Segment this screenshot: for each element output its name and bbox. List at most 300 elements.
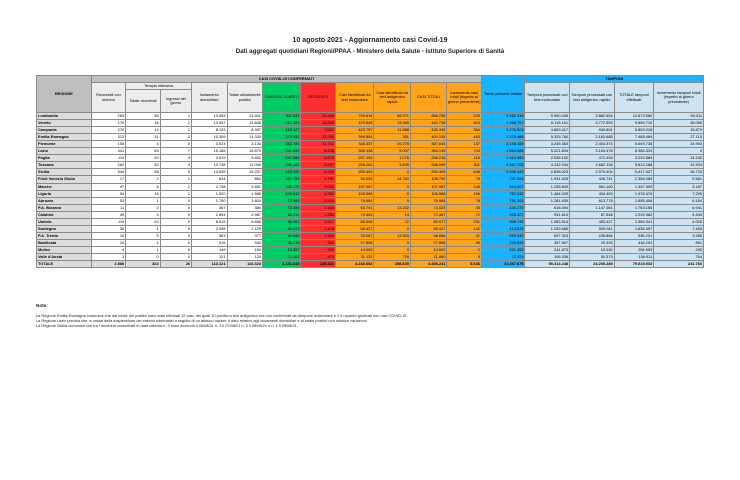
- value-cell: 46.686: [410, 232, 446, 239]
- value-cell: 65.077: [410, 218, 446, 225]
- value-cell: 0: [160, 225, 191, 232]
- value-cell: 3.176.923: [481, 127, 525, 134]
- value-cell: 364: [447, 127, 481, 134]
- value-cell: 16.733: [654, 169, 704, 176]
- value-cell: 697.315: [525, 232, 570, 239]
- value-cell: 1: [160, 127, 191, 134]
- value-cell: 13.357: [262, 246, 301, 253]
- value-cell: 413.879: [481, 225, 525, 232]
- value-cell: 3.791: [301, 176, 335, 183]
- value-cell: 119: [91, 218, 125, 225]
- value-cell: 525: [447, 113, 481, 120]
- header-ti-totale: Totale ricoverati: [126, 90, 160, 113]
- value-cell: 4: [126, 211, 160, 218]
- value-cell: 2.579.404: [570, 169, 615, 176]
- value-cell: 0: [374, 225, 410, 232]
- table-row: [37, 253, 704, 260]
- value-cell: 563: [192, 232, 227, 239]
- group-header-casi: CASI COVID-19 CONFERMATI: [91, 76, 481, 83]
- value-cell: 106.338: [525, 253, 570, 260]
- value-cell: 6.941: [654, 204, 704, 211]
- value-cell: 262: [91, 162, 125, 169]
- value-cell: 14.635: [192, 169, 227, 176]
- value-cell: 472.404: [570, 155, 615, 162]
- value-cell: 348.337: [335, 141, 374, 148]
- value-cell: 1: [160, 190, 191, 197]
- value-cell: 4.445: [654, 211, 704, 218]
- value-cell: 76.984: [410, 197, 446, 204]
- value-cell: 2.987: [227, 211, 262, 218]
- value-cell: 2.162.685: [570, 134, 615, 141]
- value-cell: 107.067: [335, 183, 374, 190]
- value-cell: 8.397: [227, 127, 262, 134]
- value-cell: 936.201: [614, 232, 654, 239]
- value-cell: 492: [301, 246, 335, 253]
- region-cell: P.A. Trento: [37, 232, 92, 239]
- value-cell: 0: [160, 232, 191, 239]
- value-cell: 380: [227, 204, 262, 211]
- value-cell: 1.895.406: [614, 197, 654, 204]
- value-cell: 931.814: [525, 211, 570, 218]
- covid-data-table: [36, 75, 704, 268]
- value-cell: 1: [126, 246, 160, 253]
- value-cell: 848: [447, 169, 481, 176]
- value-cell: 417.423: [262, 120, 301, 127]
- value-cell: 14.003: [410, 246, 446, 253]
- value-cell: 928.327: [481, 211, 525, 218]
- value-cell: 149: [192, 246, 227, 253]
- header-guariti: DIMESSI/ GUARITI: [262, 83, 301, 113]
- value-cell: 367.615: [410, 141, 446, 148]
- value-cell: 128.421: [301, 261, 335, 268]
- value-cell: 6.118.151: [525, 120, 570, 127]
- value-cell: 11.588: [374, 127, 410, 134]
- value-cell: 5.325.784: [525, 134, 570, 141]
- value-cell: 2.851: [227, 183, 262, 190]
- header-molecolare: Casi identificati da test molecolare: [335, 83, 374, 113]
- value-cell: 0: [160, 239, 191, 246]
- region-cell: Emilia-Romagna: [37, 134, 92, 141]
- group-header-terapia: Terapia intensiva: [126, 83, 192, 90]
- value-cell: 49: [447, 239, 481, 246]
- value-cell: 2: [160, 183, 191, 190]
- value-cell: 949.801: [570, 127, 615, 134]
- table-row: [37, 211, 704, 218]
- value-cell: 1.019.362: [614, 211, 654, 218]
- value-cell: 14: [126, 190, 160, 197]
- table-row: [37, 148, 704, 155]
- value-cell: 45: [447, 204, 481, 211]
- value-cell: 229.152: [262, 169, 301, 176]
- value-cell: 1.083.514: [525, 218, 570, 225]
- value-cell: 0: [374, 190, 410, 197]
- table-row: [37, 155, 704, 162]
- value-cell: 18: [126, 120, 160, 127]
- value-cell: 27.808: [410, 239, 446, 246]
- value-cell: 79.519.533: [614, 261, 654, 268]
- value-cell: 0: [374, 246, 410, 253]
- value-cell: 9.007: [374, 148, 410, 155]
- table-row: [37, 162, 704, 169]
- value-cell: 2.894: [192, 211, 227, 218]
- value-cell: 418.202: [614, 239, 654, 246]
- value-cell: 8.386.310: [614, 148, 654, 155]
- value-cell: 3.899: [374, 162, 410, 169]
- value-cell: 59.427: [410, 225, 446, 232]
- value-cell: 5: [160, 169, 191, 176]
- value-cell: 1.236.849: [525, 183, 570, 190]
- value-cell: 20.305: [570, 239, 615, 246]
- value-cell: 6.675: [301, 155, 335, 162]
- value-cell: 75: [447, 176, 481, 183]
- page-subtitle: Dati aggregati quotidiani Regioni/PPAA - Ministero della Salute - Istituto Superiore di Sanità: [235, 48, 505, 55]
- value-cell: 142: [447, 225, 481, 232]
- value-cell: 4.859.417: [525, 127, 570, 134]
- value-cell: 440.270: [481, 204, 525, 211]
- value-cell: 1.147.061: [570, 204, 615, 211]
- value-cell: 39.411: [654, 113, 704, 120]
- note-line: La Regione Lazio precisa che, a causa della sospensione dei sistemi informatici a seguito di un attacco hacker, il dato relativo agli isolamenti domiciliari e al totale positivi non subisce variazioni.: [36, 318, 368, 323]
- value-cell: 56.904: [262, 218, 301, 225]
- value-cell: 5: [126, 232, 160, 239]
- value-cell: 7.295: [654, 190, 704, 197]
- value-cell: 258.099: [410, 162, 446, 169]
- value-cell: 11.040: [227, 162, 262, 169]
- value-cell: 799.816: [335, 113, 374, 120]
- value-cell: 757.942: [481, 190, 525, 197]
- value-cell: 1.517: [301, 218, 335, 225]
- value-cell: 1: [160, 113, 191, 120]
- value-cell: 24.205.285: [570, 261, 615, 268]
- value-cell: 352.781: [262, 141, 301, 148]
- value-cell: 12.903: [654, 162, 704, 169]
- value-cell: 13.457: [192, 120, 227, 127]
- value-cell: 7.488.469: [614, 134, 654, 141]
- value-cell: 5.636: [447, 261, 481, 268]
- value-cell: 322: [126, 261, 160, 268]
- value-cell: 158.639: [374, 261, 410, 268]
- table-row: [37, 120, 704, 127]
- value-cell: 247.889: [262, 155, 301, 162]
- value-cell: 124: [227, 253, 262, 260]
- value-cell: 53: [91, 197, 125, 204]
- value-cell: 0: [160, 253, 191, 260]
- region-cell: Basilicata: [37, 239, 92, 246]
- value-cell: 544: [91, 169, 125, 176]
- note-line: La Regione Sicilia comunica che tra i deceduti comunicati in data odierna n. 3 sono avvenuti il 06/08/21 n. 3 il 07/08/21 n. 2 il 08/08/21 e n. 1 il 09/08/21.: [36, 323, 298, 328]
- value-cell: 26: [160, 261, 191, 268]
- value-cell: 1.184: [301, 204, 335, 211]
- value-cell: 9.890.710: [614, 120, 654, 127]
- table-row: [37, 134, 704, 141]
- value-cell: 0: [160, 204, 191, 211]
- value-cell: 19.278: [374, 141, 410, 148]
- value-cell: 1.314.989: [481, 155, 525, 162]
- region-cell: Abruzzo: [37, 197, 92, 204]
- value-cell: 0: [374, 183, 410, 190]
- value-cell: 2.880: [91, 261, 125, 268]
- value-cell: 864: [227, 176, 262, 183]
- value-cell: 2.798: [192, 183, 227, 190]
- value-cell: 27.115: [654, 134, 704, 141]
- value-cell: 105.175: [262, 183, 301, 190]
- table-row: [37, 239, 704, 246]
- header-deceduti: DECEDUTI: [301, 83, 335, 113]
- value-cell: 11: [91, 204, 125, 211]
- value-cell: 105: [91, 141, 125, 148]
- value-cell: 11.131: [335, 253, 374, 260]
- value-cell: 3.245.363: [525, 141, 570, 148]
- value-cell: 4.181.645: [262, 261, 301, 268]
- value-cell: 13.232: [374, 204, 410, 211]
- value-cell: 0: [160, 211, 191, 218]
- value-cell: 54: [91, 190, 125, 197]
- region-cell: Campania: [37, 127, 92, 134]
- value-cell: 1.588: [227, 190, 262, 197]
- value-cell: 58.971: [374, 113, 410, 120]
- value-cell: 33.843: [301, 113, 335, 120]
- value-cell: 2.538.152: [525, 155, 570, 162]
- value-cell: 751.201: [481, 197, 525, 204]
- region-cell: P.A. Bolzano: [37, 204, 92, 211]
- value-cell: 0: [160, 197, 191, 204]
- value-cell: 355.138: [335, 148, 374, 155]
- value-cell: 834: [192, 176, 227, 183]
- value-cell: 295: [654, 246, 704, 253]
- value-cell: 106.568: [335, 190, 374, 197]
- region-cell: Lombardia: [37, 113, 92, 120]
- value-cell: 241.766: [654, 261, 704, 268]
- value-cell: 2.146.168: [481, 141, 525, 148]
- header-persone-testate: Totale persone testate: [481, 76, 525, 113]
- value-cell: 4.564.568: [481, 148, 525, 155]
- value-cell: 463: [447, 134, 481, 141]
- value-cell: 72: [447, 211, 481, 218]
- value-cell: 58: [126, 169, 160, 176]
- value-cell: 4.246.602: [335, 261, 374, 268]
- value-cell: 891: [654, 239, 704, 246]
- value-cell: 2: [160, 134, 191, 141]
- value-cell: 100.612: [262, 190, 301, 197]
- region-cell: TOTALE: [37, 261, 92, 268]
- header-incremento-casi: Incremento casi totali (rispetto al giorno precedente): [447, 83, 481, 113]
- value-cell: 154: [227, 246, 262, 253]
- region-cell: Friuli Venezia Giulia: [37, 176, 92, 183]
- value-cell: 1.804: [227, 197, 262, 204]
- value-cell: 0: [160, 246, 191, 253]
- value-cell: 1.363: [301, 232, 335, 239]
- value-cell: 14: [374, 211, 410, 218]
- value-cell: 10.748: [192, 162, 227, 169]
- table-row: [37, 127, 704, 134]
- header-tamponi-antigenico: Tamponi processati con test antigenico rapido: [570, 83, 615, 113]
- value-cell: 400.155: [410, 134, 446, 141]
- value-cell: 2.098: [192, 225, 227, 232]
- value-cell: 49: [91, 211, 125, 218]
- value-cell: 6: [126, 183, 160, 190]
- value-cell: 5.417.427: [614, 169, 654, 176]
- value-cell: 121: [192, 253, 227, 260]
- value-cell: 14: [91, 232, 125, 239]
- value-cell: 17: [91, 176, 125, 183]
- value-cell: 1: [126, 197, 160, 204]
- value-cell: 0: [160, 218, 191, 225]
- header-regione: REGIONE: [37, 76, 92, 113]
- value-cell: 595.911: [570, 225, 615, 232]
- value-cell: 107.067: [410, 183, 446, 190]
- value-cell: 250.409: [335, 169, 374, 176]
- region-cell: Lazio: [37, 148, 92, 155]
- value-cell: 13.645: [227, 120, 262, 127]
- value-cell: 1.425: [301, 225, 335, 232]
- value-cell: 6.937: [301, 162, 335, 169]
- value-cell: 156.911: [614, 253, 654, 260]
- value-cell: 3.187: [654, 183, 704, 190]
- region-cell: Calabria: [37, 211, 92, 218]
- value-cell: 2.838.023: [525, 169, 570, 176]
- table-row: [37, 169, 704, 176]
- value-cell: 1.750: [192, 197, 227, 204]
- value-cell: 13.069: [374, 120, 410, 127]
- value-cell: 3.010.569: [614, 155, 654, 162]
- value-cell: 0: [126, 253, 160, 260]
- value-cell: 250.409: [410, 169, 446, 176]
- value-cell: 764: [654, 253, 704, 260]
- value-cell: 147: [447, 141, 481, 148]
- value-cell: 63: [126, 148, 160, 155]
- header-tamponi-totale: TOTALE tamponi effettuati: [614, 83, 654, 113]
- value-cell: 5.809.218: [614, 127, 654, 134]
- value-cell: 1.968.757: [481, 120, 525, 127]
- value-cell: 5.614.168: [614, 162, 654, 169]
- value-cell: 72.829: [481, 253, 525, 260]
- value-cell: 72.467: [410, 211, 446, 218]
- header-ricoverati: Ricoverati con sintomi: [91, 83, 125, 113]
- region-cell: Sardegna: [37, 225, 92, 232]
- value-cell: 3.041: [301, 183, 335, 190]
- table-row: [37, 218, 704, 225]
- value-cell: 68.211: [262, 211, 301, 218]
- value-cell: 441: [91, 148, 125, 155]
- header-isolamento: Isolamento domiciliare: [192, 83, 227, 113]
- value-cell: 0: [160, 141, 191, 148]
- value-cell: 399.804: [335, 134, 374, 141]
- value-cell: 377: [227, 232, 262, 239]
- value-cell: 6.656: [227, 218, 262, 225]
- value-cell: 13.401: [227, 113, 262, 120]
- value-cell: 15.879: [654, 127, 704, 134]
- value-cell: 737.524: [481, 176, 525, 183]
- value-cell: 4.132.034: [525, 162, 570, 169]
- value-cell: 263: [91, 113, 125, 120]
- value-cell: 1.931.528: [525, 176, 570, 183]
- value-cell: 1.520: [192, 190, 227, 197]
- value-cell: 511: [447, 162, 481, 169]
- value-cell: 415.127: [262, 127, 301, 134]
- value-cell: 367: [192, 204, 227, 211]
- value-cell: 313: [91, 134, 125, 141]
- value-cell: 11.650: [301, 120, 335, 127]
- value-cell: 616.094: [525, 204, 570, 211]
- value-cell: 24: [91, 239, 125, 246]
- table-row: [37, 141, 704, 148]
- table-row: [37, 197, 704, 204]
- value-cell: 238.886: [570, 232, 615, 239]
- header-casi-totali: CASI TOTALI: [410, 83, 446, 113]
- value-cell: 221.453: [481, 246, 525, 253]
- value-cell: 704: [447, 148, 481, 155]
- table-row: [37, 113, 704, 120]
- value-cell: 8: [447, 253, 481, 260]
- region-cell: Puglia: [37, 155, 92, 162]
- value-cell: 254.903: [614, 246, 654, 253]
- value-cell: 2.882.554: [570, 113, 615, 120]
- value-cell: 1.682.134: [570, 162, 615, 169]
- value-cell: 1.269: [301, 211, 335, 218]
- value-cell: 14.760: [374, 176, 410, 183]
- value-cell: 14.003: [335, 246, 374, 253]
- value-cell: 351: [374, 134, 410, 141]
- value-cell: 8.426: [301, 148, 335, 155]
- value-cell: 108.790: [410, 176, 446, 183]
- value-cell: 3.024: [192, 141, 227, 148]
- value-cell: 41: [447, 232, 481, 239]
- value-cell: 60.791: [335, 204, 374, 211]
- region-cell: Veneto: [37, 120, 92, 127]
- value-cell: 6.154: [654, 197, 704, 204]
- value-cell: 1.763.155: [614, 204, 654, 211]
- value-cell: 4: [91, 246, 125, 253]
- value-cell: 5.561: [654, 176, 704, 183]
- value-cell: 1.039.586: [525, 225, 570, 232]
- value-cell: 4: [126, 141, 160, 148]
- value-cell: 30: [91, 225, 125, 232]
- value-cell: 2: [126, 204, 160, 211]
- value-cell: 48.065: [654, 120, 704, 127]
- value-cell: 22: [126, 218, 160, 225]
- note-line: La Regione Emilia-Romagna comunica che dal totale dei positivi sono stati eliminati 12 casi, dei quali 10 positivi a test antigenico ma non confermati da tampone molecolare e 2 in quanto giudicati non casi COVID-19.: [36, 313, 408, 318]
- value-cell: 220.649: [481, 239, 525, 246]
- value-cell: 116.323: [227, 261, 262, 268]
- value-cell: 240.122: [262, 162, 301, 169]
- value-cell: 241.873: [525, 246, 570, 253]
- table-row: [37, 246, 704, 253]
- value-cell: 11.701: [301, 141, 335, 148]
- value-cell: 2.358.069: [614, 176, 654, 183]
- region-cell: Piemonte: [37, 141, 92, 148]
- header-tamponi-incremento: Incremento tamponi totali (rispetto al giorno precedente): [654, 83, 704, 113]
- value-cell: 258.216: [410, 155, 446, 162]
- value-cell: 14.993: [654, 141, 704, 148]
- value-cell: 429.649: [335, 120, 374, 127]
- value-cell: 1.566.941: [614, 218, 654, 225]
- value-cell: 148: [447, 183, 481, 190]
- value-cell: 561.160: [570, 183, 615, 190]
- header-ti-ingressi: Ingressi del giorno: [160, 90, 191, 113]
- header-antigenico: Casi identificati da test antigenico rapido: [374, 83, 410, 113]
- value-cell: 44.946: [262, 232, 301, 239]
- value-cell: 811.541: [262, 113, 301, 120]
- value-cell: 3: [91, 253, 125, 260]
- value-cell: 906.743: [481, 218, 525, 225]
- value-cell: 1.076: [374, 155, 410, 162]
- table-row: [37, 232, 704, 239]
- header-tamponi-molecolare: Tamponi processati con test molecolare: [525, 83, 570, 113]
- value-cell: 1.397.309: [614, 183, 654, 190]
- value-cell: 1: [160, 176, 191, 183]
- table-row: [37, 176, 704, 183]
- value-cell: 0: [654, 148, 704, 155]
